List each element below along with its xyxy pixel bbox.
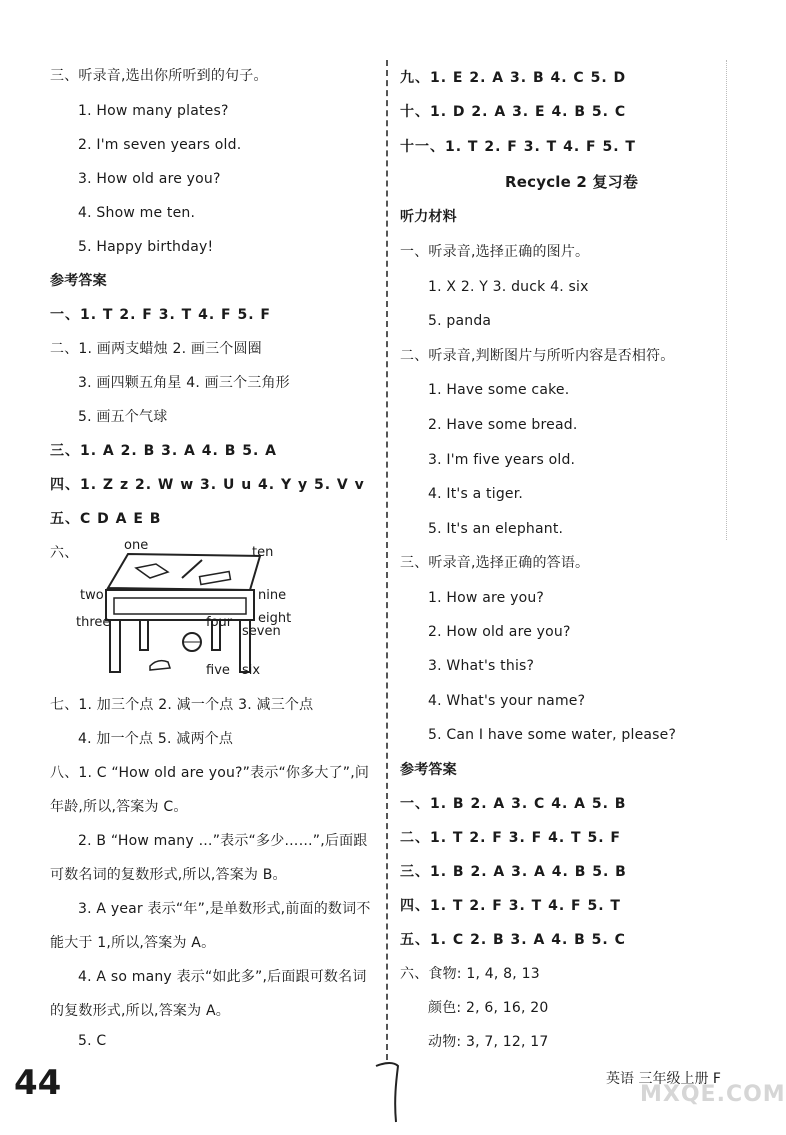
figure-label-one: one [124,538,149,553]
list-item: 1. Have some cake. [428,382,570,398]
answer-line: 三、1. A 2. B 3. A 4. B 5. A [50,443,278,459]
page-number: 44 [14,1063,62,1103]
answer-line: 五、C D A E B [50,511,162,527]
figure-label-nine: nine [258,588,287,603]
section-3-title: 三、听录音,选出你所听到的句子。 [50,68,268,84]
answers-heading: 参考答案 [400,762,457,778]
answer-line: 十一、1. T 2. F 3. T 4. F 5. T [400,139,636,155]
recycle-title: Recycle 2 复习卷 [505,173,639,191]
list-item: 5. It's an elephant. [428,521,564,537]
list-item: 4. What's your name? [428,693,586,709]
section-title: 一、听录音,选择正确的图片。 [400,244,590,260]
answer-line: 二、1. T 2. F 3. F 4. T 5. F [400,830,621,846]
figure-label-three: three [76,615,111,630]
column-divider [386,60,388,1060]
answer-line: 八、1. C “How old are you?”表示“你多大了”,问 [50,765,370,781]
answer-line: 六、食物: 1, 4, 8, 13 [400,966,540,982]
section-title: 三、听录音,选择正确的答语。 [400,555,590,571]
list-item: 5. Happy birthday! [78,239,214,255]
footer-subject: 英语 三年级上册 F [606,1071,721,1087]
answer-line: 五、1. C 2. B 3. A 4. B 5. C [400,932,626,948]
figure-label-six: six [242,663,261,678]
answer-line: 5. panda [428,313,492,329]
figure-label-five: five [206,663,230,678]
answer-line: 六、 [50,545,79,561]
answer-line: 七、1. 加三个点 2. 减一个点 3. 减三个点 [50,697,314,713]
answer-line: 5. C [78,1033,107,1049]
list-item: 1. How are you? [428,590,545,606]
listening-heading: 听力材料 [400,209,457,225]
answer-line: 十、1. D 2. A 3. E 4. B 5. C [400,104,627,120]
answer-line: 九、1. E 2. A 3. B 4. C 5. D [400,70,627,86]
answer-line: 动物: 3, 7, 12, 17 [428,1034,549,1050]
answer-line: 可数名词的复数形式,所以,答案为 B。 [50,867,287,883]
answer-line: 5. 画五个气球 [78,409,168,425]
section-title: 二、听录音,判断图片与所听内容是否相符。 [400,348,675,364]
answer-line: 四、1. Z z 2. W w 3. U u 4. Y y 5. V v [50,477,365,493]
answer-line: 3. A year 表示“年”,是单数形式,前面的数词不 [78,901,371,917]
answer-line: 二、1. 画两支蜡烛 2. 画三个圆圈 [50,341,262,357]
list-item: 2. Have some bread. [428,417,578,433]
answer-line: 3. 画四颗五角星 4. 画三个三角形 [78,375,290,391]
list-item: 3. How old are you? [78,171,221,187]
answer-line: 一、1. B 2. A 3. C 4. A 5. B [400,796,627,812]
answer-line: 4. A so many 表示“如此多”,后面跟可数名词 [78,969,367,985]
list-item: 2. How old are you? [428,624,571,640]
list-item: 5. Can I have some water, please? [428,727,677,743]
figure-label-eight: eight [258,611,292,626]
answer-line: 2. B “How many …”表示“多少……”,后面跟 [78,833,368,849]
answer-line: 一、1. T 2. F 3. T 4. F 5. F [50,307,271,323]
list-item: 4. It's a tiger. [428,486,524,502]
figure-label-two: two [80,588,104,603]
figure-label-ten: ten [252,545,274,560]
list-item: 3. What's this? [428,658,535,674]
answer-line: 颜色: 2, 6, 16, 20 [428,1000,549,1016]
figure-label-four: four [206,615,233,630]
answer-line: 1. X 2. Y 3. duck 4. six [428,279,589,295]
watermark: MXQE.COM [640,1082,786,1107]
figure-label-seven: seven [242,624,281,639]
answer-line: 4. 加一个点 5. 减两个点 [78,731,234,747]
answer-line: 的复数形式,所以,答案为 A。 [50,1003,230,1019]
answers-heading: 参考答案 [50,273,107,289]
answer-line: 年龄,所以,答案为 C。 [50,799,188,815]
list-item: 1. How many plates? [78,103,229,119]
pen-mark [372,1058,412,1128]
list-item: 2. I'm seven years old. [78,137,242,153]
list-item: 4. Show me ten. [78,205,196,221]
answer-line: 能大于 1,所以,答案为 A。 [50,935,216,951]
list-item: 3. I'm five years old. [428,452,576,468]
edge-line [726,60,727,540]
answer-line: 四、1. T 2. F 3. T 4. F 5. T [400,898,621,914]
answer-line: 三、1. B 2. A 3. A 4. B 5. B [400,864,627,880]
